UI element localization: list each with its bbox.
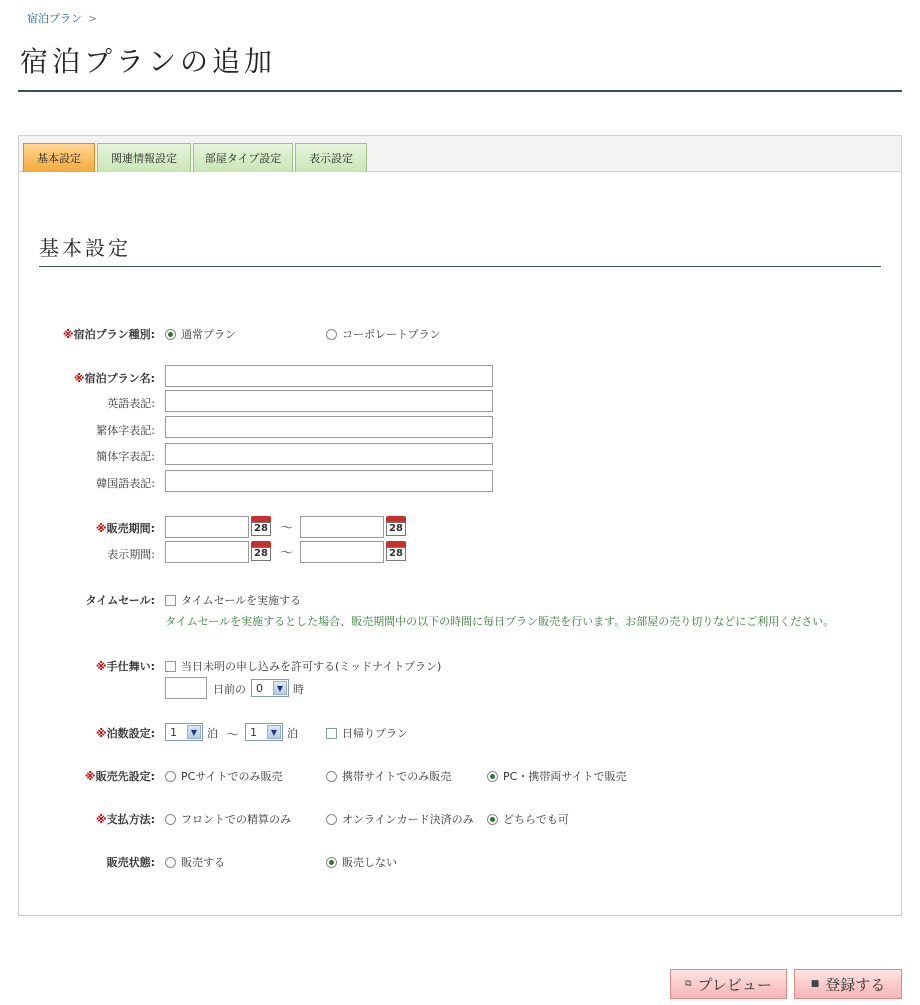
closing-days-input[interactable] [165,677,207,699]
radio-unselected-icon[interactable] [165,771,176,782]
time-sale-note: タイムセールを実施するとした場合、販売期間中の以下の時間に毎日プラン販売を行います。お部屋の売り切りなどにご利用ください。 [165,615,835,628]
radio-selected-icon[interactable] [326,857,337,868]
english-name-input[interactable] [165,390,493,412]
radio-unselected-icon[interactable] [326,771,337,782]
simp-chinese-label: 簡体字表記: [96,450,155,463]
payment-option-either[interactable]: どちらでも可 [487,811,569,827]
radio-selected-icon[interactable] [165,329,176,340]
checkbox-icon[interactable] [165,595,176,606]
calendar-icon[interactable]: 28 [251,516,271,536]
sale-period-label: ※販売期間: [95,522,155,535]
chevron-down-icon[interactable]: ▼ [273,681,287,695]
chevron-down-icon[interactable]: ▼ [267,725,281,739]
korean-name-input[interactable] [165,470,493,492]
breadcrumb-separator: > [88,12,98,25]
radio-unselected-icon[interactable] [326,329,337,340]
day-trip-checkbox[interactable]: 日帰りプラン [326,725,408,741]
hour-suffix-text: 時 [293,683,304,696]
sales-status-label: 販売状態: [106,856,155,869]
form-panel [18,135,902,916]
english-label: 英語表記: [107,397,155,410]
chevron-down-icon[interactable]: ▼ [187,725,201,739]
calendar-icon[interactable]: 28 [386,516,406,536]
nights-from-select[interactable]: 1 ▼ [165,723,203,741]
radio-unselected-icon[interactable] [165,857,176,868]
trad-chinese-label: 繁体字表記: [96,424,155,437]
tab-display-settings[interactable]: 表示設定 [295,143,367,172]
tab-basic-settings[interactable]: 基本設定 [23,143,95,172]
plan-type-option-normal[interactable]: 通常プラン [165,326,236,342]
radio-selected-icon[interactable] [487,814,498,825]
plan-name-label: ※宿泊プラン名: [73,372,155,385]
sales-channel-option-pc[interactable]: PCサイトでのみ販売 [165,768,283,784]
sales-channel-option-both[interactable]: PC・携帯両サイトで販売 [487,768,627,784]
save-icon: ■ [810,979,820,989]
tab-room-type[interactable]: 部屋タイプ設定 [193,143,293,172]
nights-label: ※泊数設定: [95,727,155,740]
range-tilde: ～ [226,728,240,743]
radio-unselected-icon[interactable] [165,814,176,825]
tab-bar [19,136,901,172]
plan-type-option-corporate[interactable]: コーポレートプラン [326,326,441,342]
trad-chinese-name-input[interactable] [165,416,493,438]
breadcrumb [27,10,97,26]
display-period-label: 表示期間: [107,548,155,561]
radio-unselected-icon[interactable] [326,814,337,825]
sales-channel-option-mobile[interactable]: 携帯サイトでのみ販売 [326,768,451,784]
breadcrumb-link-plans[interactable]: 宿泊プラン [27,12,82,25]
payment-label: ※支払方法: [95,813,155,826]
plan-type-label: ※宿泊プラン種別: [62,328,155,341]
sales-channel-label: ※販売先設定: [84,770,155,783]
nights-to-select[interactable]: 1 ▼ [245,723,283,741]
simp-chinese-name-input[interactable] [165,443,493,465]
section-title: 基本設定 [39,236,131,260]
radio-selected-icon[interactable] [487,771,498,782]
midnight-plan-checkbox[interactable]: 当日未明の申し込みを許可する(ミッドナイトプラン) [165,658,441,674]
days-before-text: 日前の [213,683,246,696]
payment-option-front[interactable]: フロントでの精算のみ [165,811,291,827]
section-divider [39,266,881,267]
tab-related-info[interactable]: 関連情報設定 [97,143,191,172]
checkbox-icon[interactable] [326,728,337,739]
checkbox-icon[interactable] [165,661,176,672]
display-period-end-input[interactable] [300,541,384,563]
nights-to-suffix: 泊 [287,727,298,740]
plan-name-input[interactable] [165,365,493,387]
sales-status-option-not-sell[interactable]: 販売しない [326,854,397,870]
register-button[interactable]: ■ 登録する [794,969,902,999]
payment-option-online[interactable]: オンラインカード決済のみ [326,811,474,827]
calendar-icon[interactable]: 28 [251,541,271,561]
sale-period-end-input[interactable] [300,516,384,538]
closing-hour-select[interactable]: 0 ▼ [251,679,289,697]
closing-label: ※手仕舞い: [95,660,155,673]
sale-period-start-input[interactable] [165,516,249,538]
time-sale-label: タイムセール: [85,594,155,607]
calendar-icon[interactable]: 28 [386,541,406,561]
preview-button[interactable]: ⧉ プレビュー [670,969,787,999]
page-title: 宿泊プランの追加 [20,45,277,78]
range-tilde: ～ [280,521,294,536]
external-link-icon: ⧉ [685,979,692,989]
title-divider [18,90,902,92]
sales-status-option-sell[interactable]: 販売する [165,854,225,870]
display-period-start-input[interactable] [165,541,249,563]
time-sale-checkbox[interactable]: タイムセールを実施する [165,592,301,608]
nights-from-suffix: 泊 [207,727,218,740]
korean-label: 韓国語表記: [96,477,155,490]
range-tilde: ～ [280,546,294,561]
